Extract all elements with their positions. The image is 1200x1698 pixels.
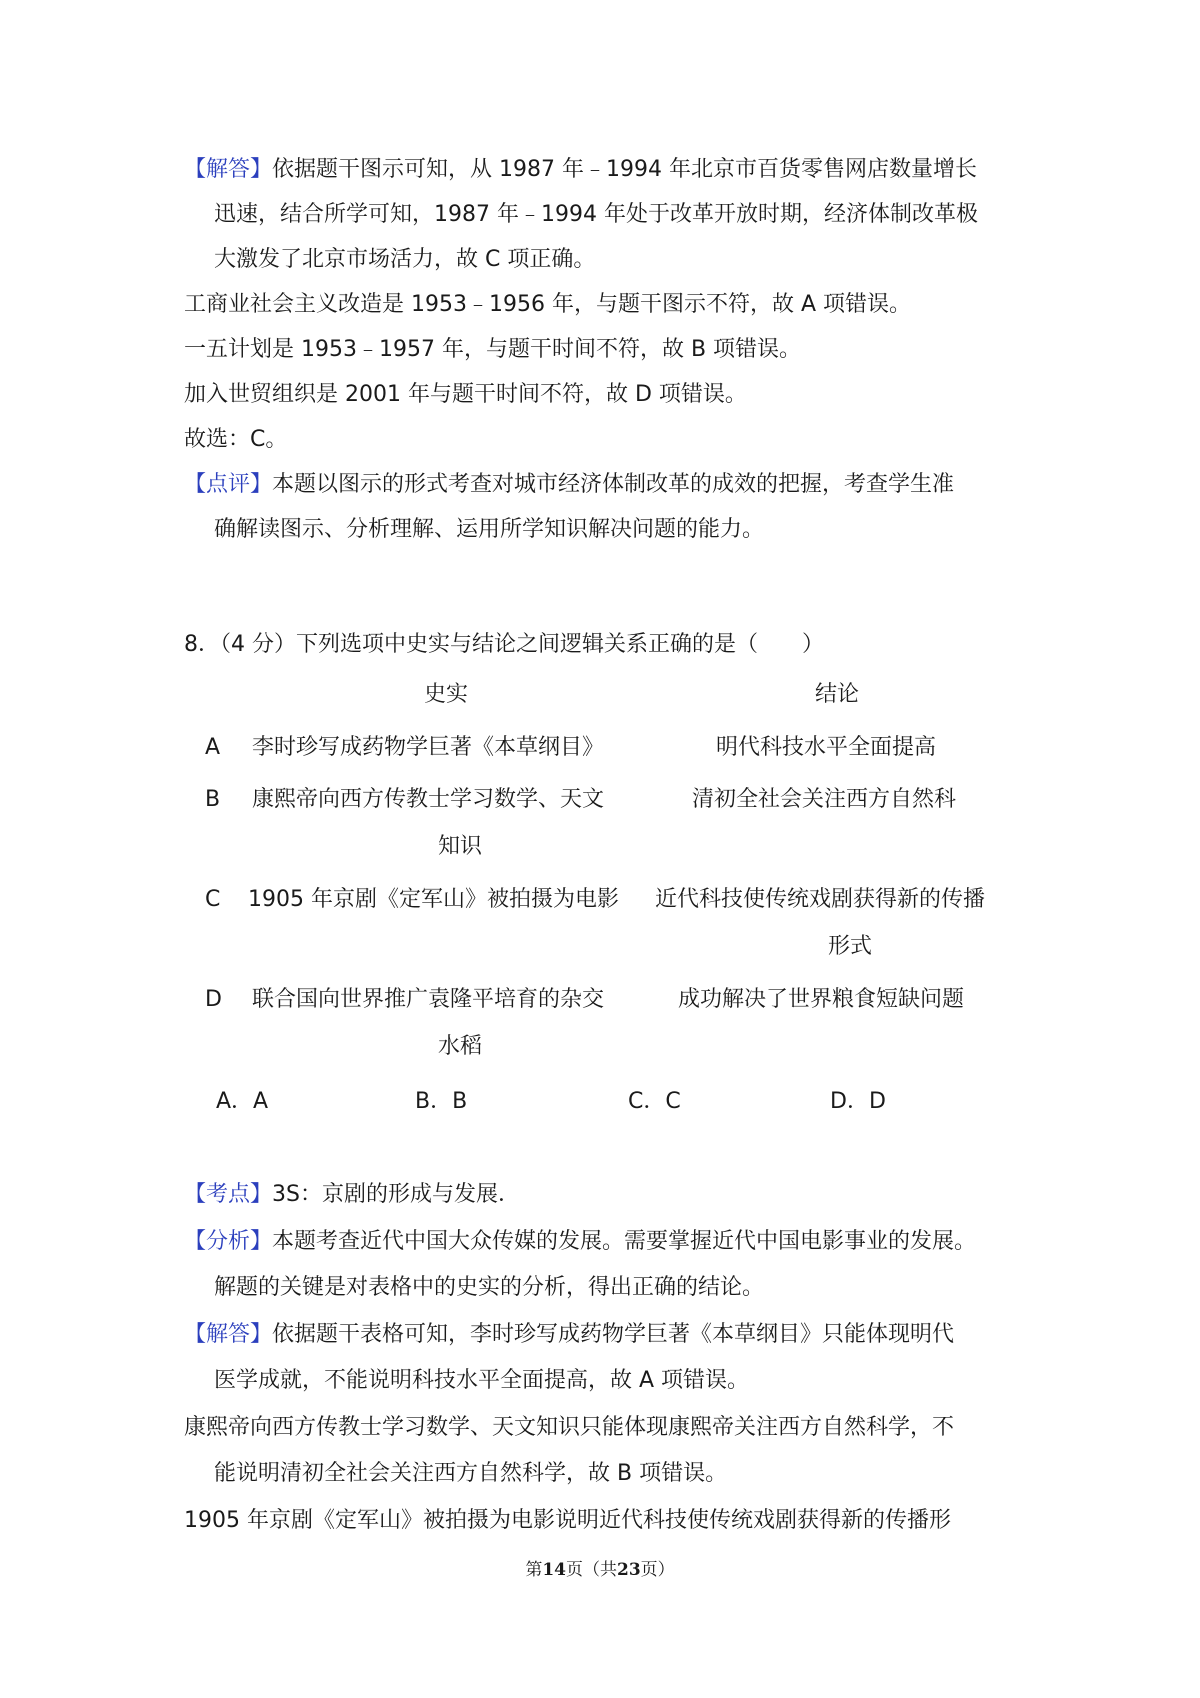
total-pages: 23 xyxy=(617,1560,641,1580)
answer2-line-5: 1905 年京剧《定军山》被拍摄为电影说明近代科技使传统戏剧获得新的传播形 xyxy=(184,1508,951,1533)
row-a-fact: 李时珍写成药物学巨著《本草纲目》 xyxy=(252,735,605,760)
page-number: 14 xyxy=(542,1560,566,1580)
row-d-conclusion: 成功解决了世界粮食短缺问题 xyxy=(678,987,965,1012)
answer-line-1: 【解答】依据题干图示可知，从 1987 年﹣1994 年北京市百货零售网店数量增长 xyxy=(184,157,977,182)
row-a-conclusion: 明代科技水平全面提高 xyxy=(716,735,937,760)
row-letter-d: D xyxy=(205,987,222,1012)
answer2-line-3: 康熙帝向西方传教士学习数学、天文知识只能体现康熙帝关注西方自然科学，不 xyxy=(184,1415,955,1440)
choice-a[interactable]: A．A xyxy=(216,1089,269,1114)
answer2-line-1: 【解答】依据题干表格可知，李时珍写成药物学巨著《本草纲目》只能体现明代 xyxy=(184,1322,955,1347)
answer-line-2: 迅速，结合所学可知，1987 年﹣1994 年处于改革开放时期，经济体制改革极 xyxy=(214,202,978,227)
row-c-fact: 1905 年京剧《定军山》被拍摄为电影 xyxy=(248,887,619,912)
row-d-fact-cont: 水稻 xyxy=(438,1034,483,1059)
row-b-fact-cont: 知识 xyxy=(438,834,483,859)
final-choice: 故选：C。 xyxy=(184,427,288,452)
row-c-conclusion: 近代科技使传统戏剧获得新的传播 xyxy=(655,887,986,912)
analysis-tag: 【分析】 xyxy=(184,1229,273,1254)
choice-b[interactable]: B．B xyxy=(415,1089,468,1114)
comment-tag: 【点评】 xyxy=(184,472,273,497)
row-b-fact: 康熙帝向西方传教士学习数学、天文 xyxy=(252,787,605,812)
answer-tag: 【解答】 xyxy=(184,1322,273,1347)
answer2-line-4: 能说明清初全社会关注西方自然科学，故 B 项错误。 xyxy=(214,1461,728,1486)
explanation-line: 一五计划是 1953﹣1957 年，与题干时间不符，故 B 项错误。 xyxy=(184,337,802,362)
row-c-conclusion-cont: 形式 xyxy=(828,934,873,959)
answer-tag: 【解答】 xyxy=(184,157,273,182)
row-b-conclusion: 清初全社会关注西方自然科 xyxy=(692,787,957,812)
answer-line-3: 大激发了北京市场活力，故 C 项正确。 xyxy=(214,247,596,272)
table-header-conclusion: 结论 xyxy=(815,682,860,707)
comment-line-2: 确解读图示、分析理解、运用所学知识解决问题的能力。 xyxy=(214,517,765,542)
row-letter-b: B xyxy=(205,787,221,812)
explanation-line: 加入世贸组织是 2001 年与题干时间不符，故 D 项错误。 xyxy=(184,382,747,407)
page-footer: 第14页（共23页） xyxy=(525,1560,675,1580)
row-letter-c: C xyxy=(205,887,221,912)
point-tag: 【考点】 xyxy=(184,1182,273,1207)
choice-c[interactable]: C．C xyxy=(628,1089,681,1114)
analysis-line-1: 【分析】本题考查近代中国大众传媒的发展。需要掌握近代中国电影事业的发展。 xyxy=(184,1229,977,1254)
choice-d[interactable]: D．D xyxy=(830,1089,886,1114)
analysis-line-2: 解题的关键是对表格中的史实的分析，得出正确的结论。 xyxy=(214,1275,765,1300)
answer2-line-2: 医学成就，不能说明科技水平全面提高，故 A 项错误。 xyxy=(214,1368,750,1393)
comment-line-1: 【点评】本题以图示的形式考查对城市经济体制改革的成效的把握，考查学生准 xyxy=(184,472,955,497)
table-header-fact: 史实 xyxy=(424,682,469,707)
row-letter-a: A xyxy=(205,735,221,760)
exam-point: 【考点】3S：京剧的形成与发展． xyxy=(184,1182,520,1207)
explanation-line: 工商业社会主义改造是 1953﹣1956 年，与题干图示不符，故 A 项错误。 xyxy=(184,292,912,317)
question-stem: 8．（4 分）下列选项中史实与结论之间逻辑关系正确的是（ ） xyxy=(184,632,824,657)
row-d-fact: 联合国向世界推广袁隆平培育的杂交 xyxy=(252,987,605,1012)
